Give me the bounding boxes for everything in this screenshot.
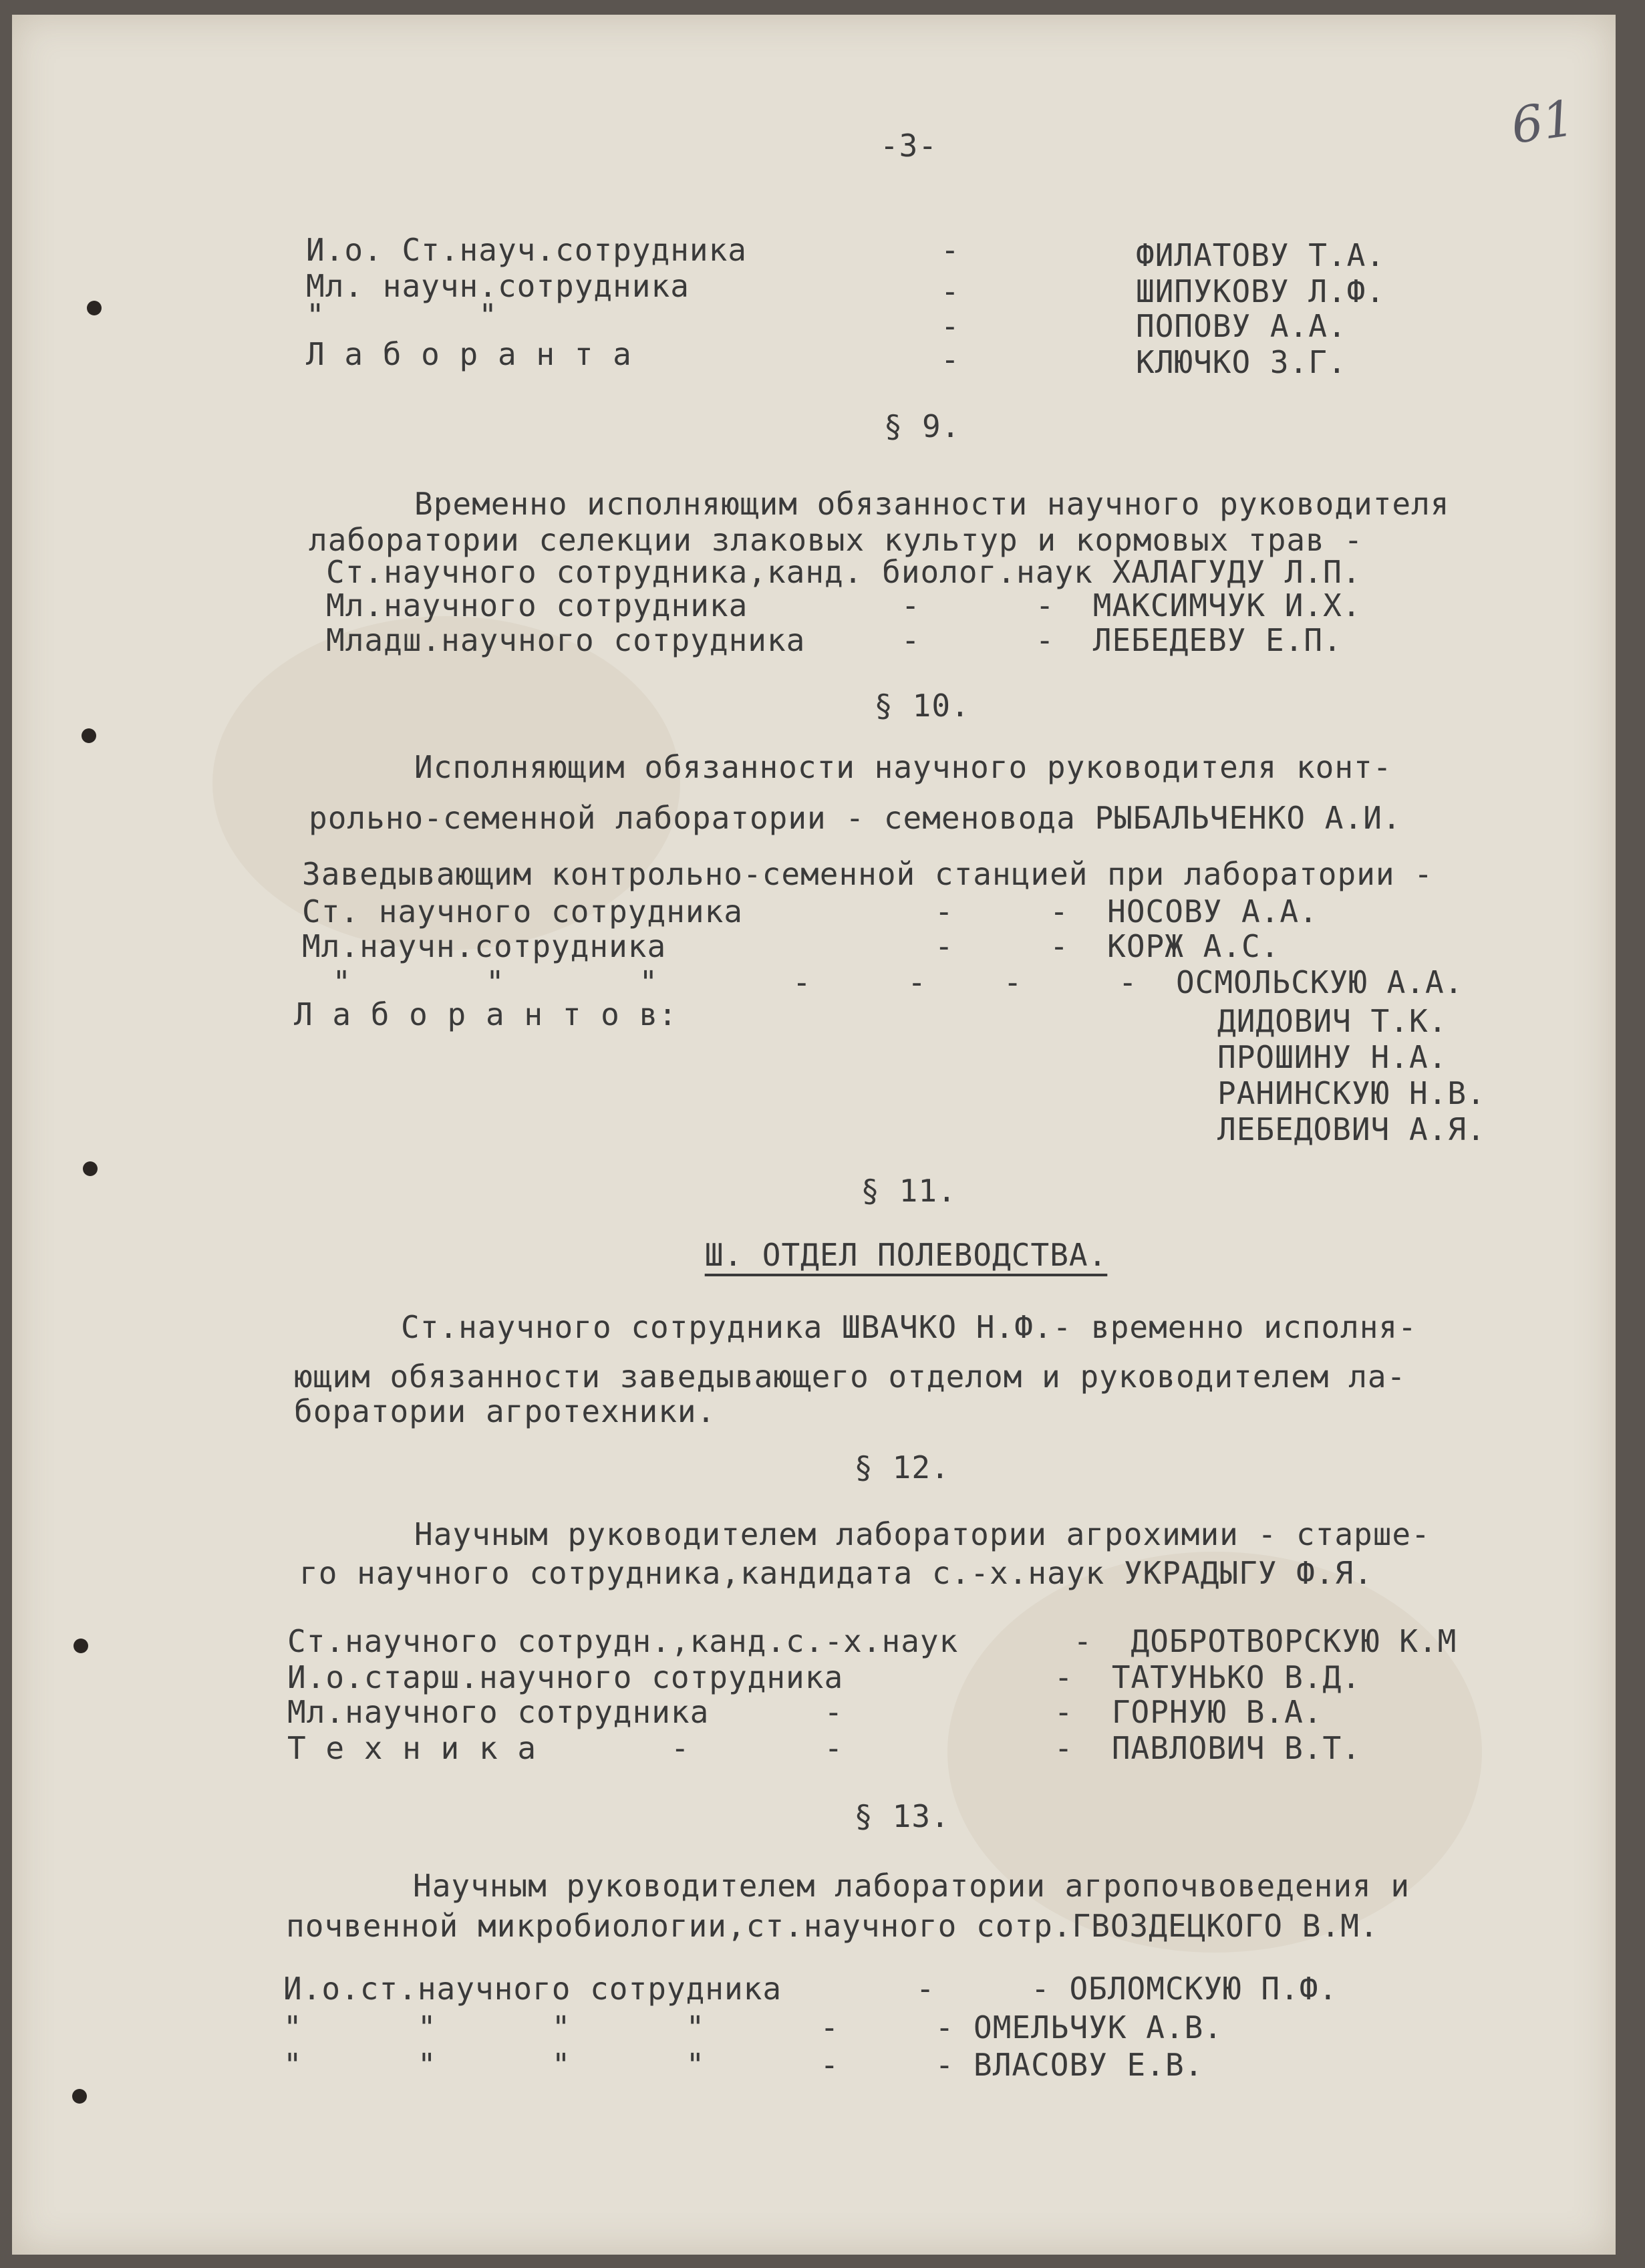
paragraph-line: Т е х н и к а - - - ПАВЛОВИЧ В.Т. bbox=[287, 1730, 1361, 1766]
paragraph-line: Ст.научного сотрудника,канд. биолог.наук ХАЛАГУДУ Л.П. bbox=[326, 554, 1362, 590]
staff-position: Л а б о р а н т а bbox=[306, 336, 632, 372]
binder-hole bbox=[82, 728, 96, 743]
paragraph-line: боратории агротехники. bbox=[294, 1393, 716, 1429]
paragraph-line: Временно исполняющим обязанности научного руководителя bbox=[414, 486, 1450, 522]
paragraph-line: Ст. научного сотрудника - - НОСОВУ А.А. bbox=[302, 893, 1318, 930]
lab-assistant-name: ДИДОВИЧ Т.К. bbox=[1217, 1003, 1448, 1039]
binder-hole bbox=[83, 1161, 98, 1176]
staff-dash: - bbox=[941, 341, 960, 378]
paragraph-line: рольно-семенной лаборатории - семеновода РЫБАЛЬЧЕНКО А.И. bbox=[309, 800, 1402, 836]
paragraph-line: Заведывающим контрольно-семенной станцией при лаборатории - bbox=[302, 856, 1433, 892]
paragraph-line: Мл.научного сотрудника - - МАКСИМЧУК И.Х. bbox=[326, 587, 1362, 623]
section-heading: § 10. bbox=[874, 688, 970, 724]
paragraph-line: Ст.научного сотрудника ШВАЧКО Н.Ф.- временно исполня- bbox=[401, 1309, 1417, 1345]
paragraph-line: И.о.ст.научного сотрудника - - ОБЛОМСКУЮ П.Ф. bbox=[283, 1971, 1338, 2007]
lab-assistant-name: РАНИНСКУЮ Н.В. bbox=[1217, 1075, 1486, 1111]
paragraph-line: Мл.научного сотрудника - - ГОРНУЮ В.А. bbox=[287, 1694, 1323, 1730]
paragraph-line: Ст.научного сотрудн.,канд.с.-х.наук - ДОБРОТВОРСКУЮ К.М bbox=[287, 1623, 1457, 1659]
paragraph-line: Научным руководителем лаборатории агропочвоведения и bbox=[413, 1868, 1410, 1904]
paragraph-line: Л а б о р а н т о в: bbox=[294, 996, 678, 1032]
paragraph-line: " " " " - - ОМЕЛЬЧУК А.В. bbox=[283, 2009, 1223, 2045]
paragraph-line: почвенной микробиологии,ст.научного сотр.ГВОЗДЕЦКОГО В.М. bbox=[286, 1908, 1379, 1944]
paragraph-line: ющим обязанности заведывающего отделом и руководителем ла- bbox=[294, 1359, 1406, 1395]
staff-position: И.о. Ст.науч.сотрудника bbox=[306, 232, 747, 268]
paragraph-line: Мл.научн.сотрудника - - КОРЖ А.С. bbox=[302, 928, 1280, 964]
paragraph-line: " " " - - - - ОСМОЛЬСКУЮ А.А. bbox=[294, 964, 1464, 1000]
page-number: -3- bbox=[879, 128, 938, 164]
staff-position: Мл. научн.сотрудника bbox=[306, 268, 690, 304]
staff-position: " " bbox=[306, 297, 498, 333]
section-heading: § 11. bbox=[861, 1173, 957, 1209]
section-heading: § 12. bbox=[854, 1449, 950, 1485]
section-heading: § 9. bbox=[883, 408, 961, 444]
staff-name: ФИЛАТОВУ Т.А. bbox=[1136, 237, 1386, 273]
paragraph-line: го научного сотрудника,кандидата с.-х.наук УКРАДЫГУ Ф.Я. bbox=[299, 1555, 1373, 1591]
paragraph-line: " " " " - - ВЛАСОВУ Е.В. bbox=[283, 2047, 1204, 2083]
paragraph-line: лаборатории селекции злаковых культур и кормовых трав - bbox=[309, 522, 1364, 558]
staff-dash: - bbox=[941, 308, 960, 344]
staff-dash: - bbox=[941, 232, 960, 268]
lab-assistant-name: ЛЕБЕДОВИЧ А.Я. bbox=[1217, 1111, 1486, 1147]
paragraph-line: Младш.научного сотрудника - - ЛЕБЕДЕВУ Е.П. bbox=[326, 622, 1342, 658]
paragraph-line: Научным руководителем лаборатории агрохимии - старше- bbox=[414, 1516, 1431, 1552]
paragraph-line: И.о.старш.научного сотрудника - ТАТУНЬКО В.Д. bbox=[287, 1659, 1361, 1695]
department-title: Ш. ОТДЕЛ ПОЛЕВОДСТВА. bbox=[704, 1237, 1108, 1273]
staff-name: КЛЮЧКО З.Г. bbox=[1136, 344, 1347, 380]
binder-hole bbox=[72, 2089, 87, 2104]
staff-name: ШИПУКОВУ Л.Ф. bbox=[1136, 273, 1386, 309]
lab-assistant-name: ПРОШИНУ Н.А. bbox=[1217, 1039, 1448, 1075]
staff-dash: - bbox=[941, 273, 960, 309]
section-heading: § 13. bbox=[854, 1798, 950, 1834]
paragraph-line: Исполняющим обязанности научного руководителя конт- bbox=[414, 749, 1392, 785]
binder-hole bbox=[73, 1639, 88, 1653]
archive-folio-number: 61 bbox=[1507, 89, 1578, 156]
staff-name: ПОПОВУ А.А. bbox=[1136, 308, 1347, 344]
binder-hole bbox=[87, 301, 102, 315]
